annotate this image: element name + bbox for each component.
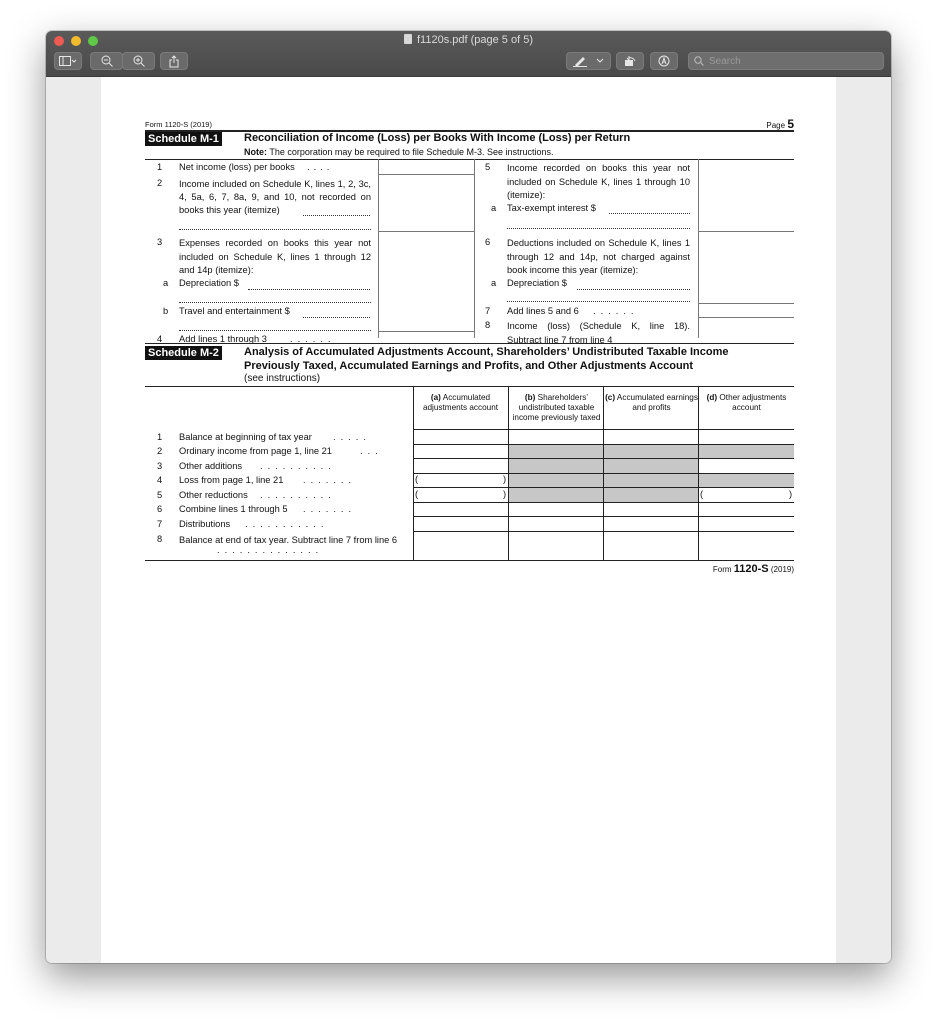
schedule-m2-subtitle: (see instructions) (244, 373, 321, 384)
col-d-text: Other adjustments account (719, 393, 787, 412)
m1-line5a-label: Tax-exempt interest $ (507, 203, 596, 213)
zoom-in-icon (133, 55, 145, 67)
m1-line8-num: 8 (485, 320, 491, 330)
schedule-m1-tag: Schedule M-1 (145, 132, 222, 146)
annotate-button[interactable] (650, 52, 678, 70)
search-icon (694, 56, 704, 66)
window-title-text: f1120s.pdf (page 5 of 5) (417, 34, 533, 46)
m2-row4-leader: ....... (303, 475, 357, 485)
m1-line2-num: 2 (157, 178, 163, 188)
col-a-letter: (a) (430, 393, 441, 402)
m2-row2-leader: ... (360, 446, 383, 456)
m1-col-divider (378, 159, 379, 338)
window-title (46, 34, 891, 46)
row5-d-paren-close: ) (789, 489, 793, 499)
m1-right-divider (698, 159, 699, 338)
m1-top-rule (145, 159, 794, 160)
m1-line2-label: Income included on Schedule K, lines 1, 2, 3c, 4, 5a, 6, 7, 8a, 9, and 10, not recorded on books this year (itemize) (179, 179, 371, 215)
m2-row5-label: Other reductions (179, 490, 248, 500)
rotate-button[interactable] (616, 52, 644, 70)
m2-shaded-d-row-2 (699, 444, 794, 458)
m1-line2-itemize-leader (303, 215, 370, 216)
col-a-text: Accumulated adjustments account (422, 393, 499, 412)
preview-window (46, 31, 891, 963)
m1-line6-label: Deductions included on Schedule K, lines 1 through 12 and 14p, not charged against book income this year (itemize): (507, 238, 690, 275)
m1-line7-leader: ...... (593, 306, 639, 316)
schedule-m2-tag: Schedule M-2 (145, 346, 222, 360)
m1-line5-num: 5 (485, 162, 491, 172)
m2-grid-h6 (413, 516, 794, 517)
m2-col-b-header (509, 393, 604, 423)
m2-col-c-header (604, 393, 699, 413)
m2-row1-num: 1 (157, 432, 163, 442)
row4-a-paren-close: ) (503, 474, 507, 484)
search-field[interactable] (688, 52, 884, 70)
sidebar-button[interactable] (54, 52, 82, 70)
m1-l2-amount-line (378, 231, 474, 232)
share-icon (169, 55, 179, 68)
m1-l6-amount-line (698, 303, 794, 304)
m2-row5-leader: .......... (260, 490, 336, 500)
m1-line6a-extra (507, 301, 690, 302)
m2-grid-h4 (413, 487, 794, 488)
m2-bottom-rule (145, 560, 794, 561)
m1-l5-amount-line (698, 231, 794, 232)
m1-line3-label: Expenses recorded on books this year not included on Schedule K, lines 1 through 12 and 14p (itemize): (179, 238, 371, 275)
schedule-m1-note (244, 147, 554, 157)
m2-grid-h2 (413, 458, 794, 459)
row5-a-paren-open: ( (415, 489, 419, 499)
m1-line3b-extra (179, 330, 371, 331)
schedule-m1-title: Reconciliation of Income (Loss) per Books With Income (Loss) per Return (244, 132, 631, 144)
m2-shaded-d-row-4 (699, 473, 794, 487)
m2-grid-h3 (413, 473, 794, 474)
footer-year: (2019) (770, 565, 794, 574)
note-label: Note: (244, 147, 267, 157)
m1-line6a-leader (577, 289, 690, 290)
m1-line8-label: Income (loss) (Schedule K, line 18). Subtract line 7 from line 4 (507, 321, 690, 345)
m2-row3-num: 3 (157, 461, 163, 471)
m1-line6-num: 6 (485, 237, 491, 247)
pen-icon (573, 55, 587, 67)
col-c-letter: (c) (605, 393, 616, 402)
schedule-m2-title (244, 345, 729, 373)
pdf-page (101, 77, 836, 963)
m2-grid-h7 (413, 531, 794, 532)
m2-grid-h-header (413, 429, 794, 430)
pdf-document-icon (404, 34, 412, 44)
footer-form-label: Form (712, 565, 732, 574)
m1-line3a-letter: a (163, 278, 169, 288)
schedule-m2-title-line2: Previously Taxed, Accumulated Earnings and Profits, and Other Adjustments Account (244, 360, 694, 372)
page-indicator (766, 117, 794, 131)
search-placeholder: Search (709, 55, 741, 67)
page-number: 5 (787, 117, 794, 131)
m1-line3-num: 3 (157, 237, 163, 247)
m2-col-d-header (699, 393, 794, 413)
chevron-down-icon (596, 58, 604, 64)
form-footer (713, 563, 794, 575)
m2-row6-num: 6 (157, 504, 163, 514)
m1-l4-amount-top (378, 331, 474, 332)
m1-line6a-letter: a (491, 278, 497, 288)
m2-row6-label: Combine lines 1 through 5 (179, 504, 288, 514)
m2-row8-label: Balance at end of tax year. Subtract line 7 from line 6 (179, 535, 398, 545)
m1-line3a-label: Depreciation $ (179, 278, 239, 288)
m2-row7-leader: ........... (245, 519, 329, 529)
m2-row8-leader: .............. (217, 545, 324, 555)
m1-line5-label: Income recorded on books this year not included on Schedule K, lines 1 through 10 (itemize): (507, 163, 690, 200)
m2-row4-label: Loss from page 1, line 21 (179, 475, 284, 485)
m1-line4-label: Add lines 1 through 3 (179, 334, 267, 344)
m1-middle-divider (474, 159, 475, 338)
page-label: Page (766, 121, 786, 130)
row4-a-paren-open: ( (415, 474, 419, 484)
note-text: The corporation may be required to file Schedule M-3. See instructions. (269, 147, 554, 157)
col-d-letter: (d) (706, 393, 718, 402)
m1-line3b-label: Travel and entertainment $ (179, 306, 290, 316)
m1-line6a-label: Depreciation $ (507, 278, 567, 288)
m2-row5-num: 5 (157, 490, 163, 500)
m2-row3-leader: .......... (260, 461, 336, 471)
m2-row1-leader: ..... (333, 432, 371, 442)
sidebar-icon (59, 56, 77, 66)
m1-line3b-letter: b (163, 306, 169, 316)
m2-top-rule (145, 386, 794, 387)
zoom-in-button[interactable] (122, 52, 155, 70)
schedule-m2-title-line1: Analysis of Accumulated Adjustments Account, Shareholders’ Undistributed Taxable Income (244, 346, 729, 358)
m2-grid-h1 (413, 444, 794, 445)
m1-line4-num: 4 (157, 334, 163, 344)
m2-row2-num: 2 (157, 446, 163, 456)
m1-l1-amount-line (378, 174, 474, 175)
m2-col-a-header (413, 393, 508, 413)
m2-row3-label: Other additions (179, 461, 243, 471)
m1-line5a-leader (609, 213, 690, 214)
m1-line4-leader: ...... (290, 334, 336, 344)
m1-line2-itemize-extra (179, 229, 371, 230)
m1-line1-label: Net income (loss) per books (179, 162, 295, 172)
m2-row7-num: 7 (157, 519, 163, 529)
m2-row7-label: Distributions (179, 519, 231, 529)
form-id-top: Form 1120-S (2019) (145, 120, 212, 129)
m2-row1-label: Balance at beginning of tax year (179, 432, 312, 442)
col-b-text: Shareholders’ undistributed taxable income previously taxed (512, 393, 601, 422)
m1-line7-label: Add lines 5 and 6 (507, 306, 579, 316)
m2-row2-label: Ordinary income from page 1, line 21 (179, 446, 332, 456)
title-bar (46, 31, 891, 77)
col-b-letter: (b) (524, 393, 536, 402)
row5-d-paren-open: ( (700, 489, 704, 499)
share-button[interactable] (160, 52, 188, 70)
m2-row4-num: 4 (157, 475, 163, 485)
m2-grid-h5 (413, 502, 794, 503)
m1-line5a-letter: a (491, 203, 497, 213)
m1-line5a-extra (507, 228, 690, 229)
zoom-out-icon (101, 55, 113, 67)
annotate-icon (658, 55, 670, 67)
m1-line3a-leader (248, 289, 370, 290)
m1-line3a-extra (179, 302, 371, 303)
m1-line3b-leader (303, 317, 370, 318)
row5-a-paren-close: ) (503, 489, 507, 499)
rotate-icon (624, 55, 636, 67)
m1-line1-num: 1 (157, 162, 163, 172)
footer-form-number: 1120-S (733, 563, 769, 575)
m2-row6-leader: ....... (303, 504, 357, 514)
document-viewport[interactable] (46, 77, 891, 963)
m1-l7-amount-line (698, 317, 794, 318)
m1-bottom-rule (145, 343, 794, 344)
m1-line7-num: 7 (485, 306, 491, 316)
zoom-out-button[interactable] (90, 52, 123, 70)
m2-row8-num: 8 (157, 534, 163, 544)
col-c-text: Accumulated earnings and profits (616, 393, 698, 412)
m1-line1-leader: .... (307, 162, 334, 172)
markup-button[interactable] (566, 52, 611, 70)
